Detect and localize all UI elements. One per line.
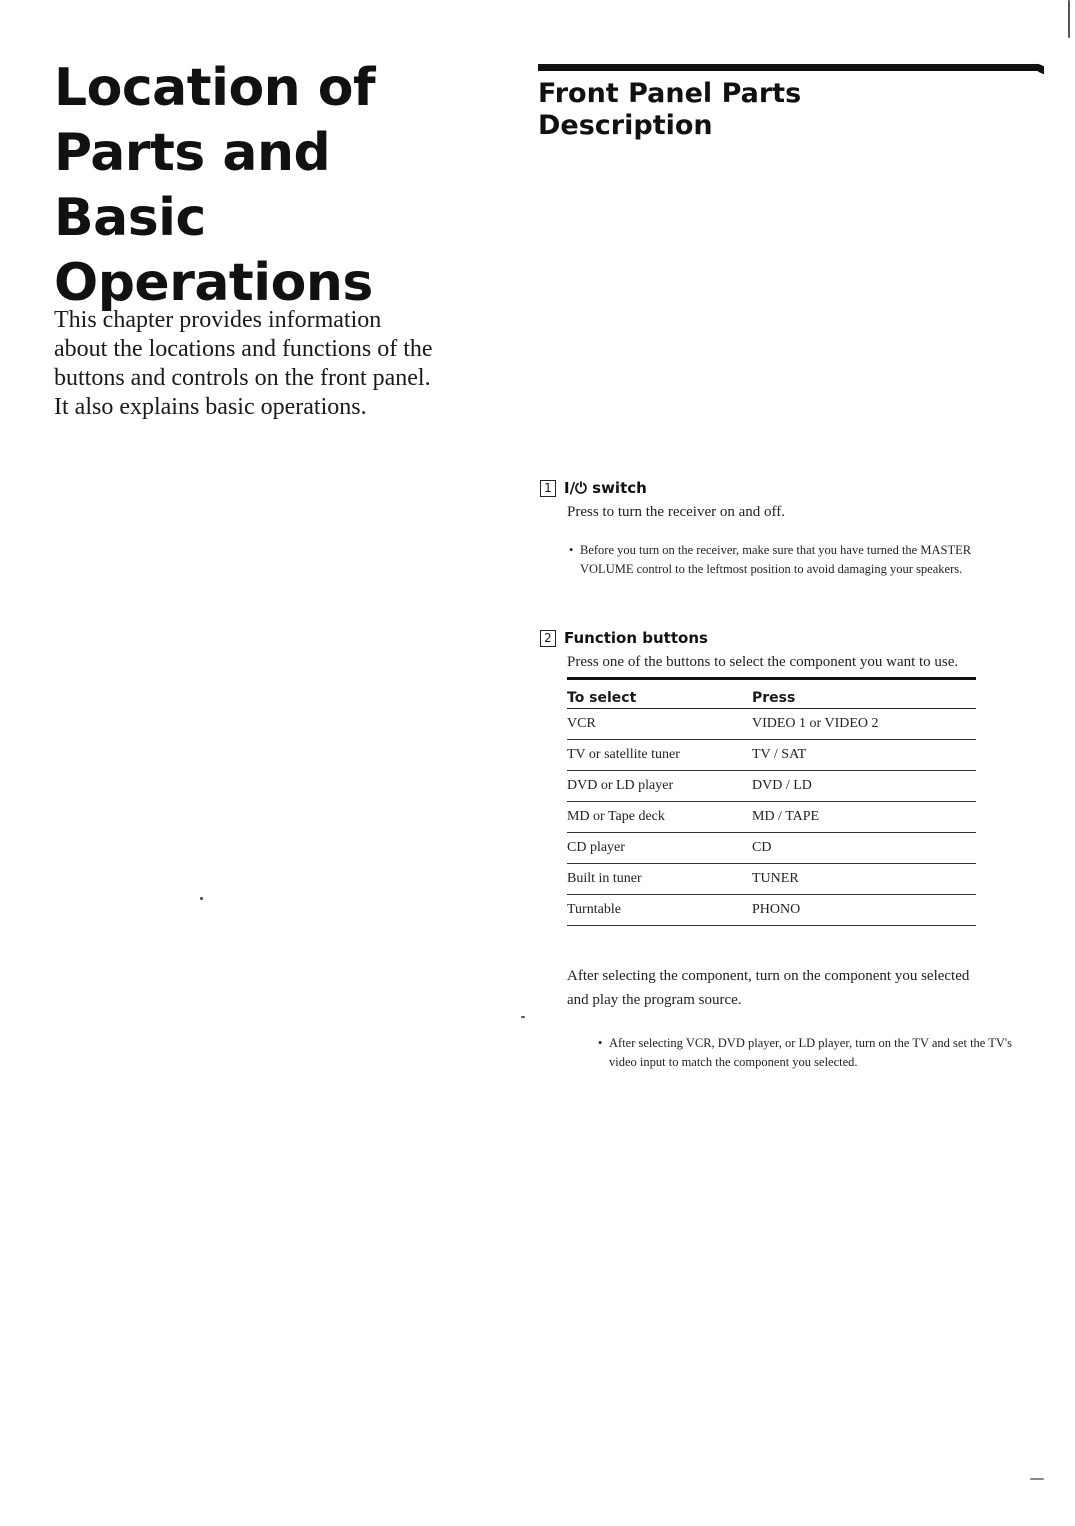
item-number-badge: 1 <box>540 480 556 497</box>
table-row <box>567 709 976 740</box>
table-row <box>567 833 976 864</box>
column-header-to-select: To select <box>567 679 752 709</box>
table-cell-button: MD / TAPE <box>752 802 976 833</box>
column-header-press: Press <box>752 679 976 709</box>
table-cell-component: VCR <box>567 709 752 740</box>
chapter-title-line-2: Parts and Basic <box>54 123 331 248</box>
table-cell-component: MD or Tape deck <box>567 802 752 833</box>
chapter-title <box>54 56 494 316</box>
scan-mark <box>1068 0 1070 38</box>
table-cell-button: DVD / LD <box>752 771 976 802</box>
power-switch-note-text: Before you turn on the receiver, make sure that you have turned the MASTER VOLUME control to the leftmost position to avoid damaging your speakers. <box>580 543 972 576</box>
chapter-title-line-1: Location of <box>54 58 376 118</box>
table-row <box>567 895 976 926</box>
section-title-line-2: Description <box>538 110 713 141</box>
after-selection-text: After selecting the component, turn on the component you selected and play the program source. <box>567 968 970 1008</box>
item-function-buttons <box>540 628 976 926</box>
table-row <box>567 864 976 895</box>
table-row <box>567 740 976 771</box>
video-input-note-text: After selecting VCR, DVD player, or LD player, turn on the TV and set the TV's video input to match the component you selected. <box>609 1036 1013 1069</box>
video-input-note <box>598 1034 1029 1072</box>
table-row <box>567 802 976 833</box>
table-cell-component: Turntable <box>567 895 752 926</box>
item-function-buttons-header <box>540 628 976 652</box>
item-power-switch-description: Press to turn the receiver on and off. <box>567 504 785 520</box>
item-number-badge: 2 <box>540 630 556 647</box>
section-header-rule <box>538 64 1038 71</box>
item-power-switch <box>540 478 976 579</box>
table-cell-component: TV or satellite tuner <box>567 740 752 771</box>
table-cell-component: Built in tuner <box>567 864 752 895</box>
table-row <box>567 771 976 802</box>
table-cell-component: CD player <box>567 833 752 864</box>
bullet-icon: • <box>569 543 574 557</box>
chapter-intro: This chapter provides information about the locations and functions of the buttons and controls on the front panel. It also explains basic operations. <box>54 307 433 420</box>
section-title-line-1: Front Panel Parts <box>538 78 802 109</box>
power-switch-note <box>569 541 976 579</box>
scan-speck <box>200 897 203 900</box>
item-power-switch-header <box>540 478 976 502</box>
table-cell-button: CD <box>752 833 976 864</box>
function-table-header-row <box>567 679 976 709</box>
item-function-buttons-title: Function buttons <box>564 629 708 647</box>
function-table <box>567 677 976 926</box>
table-cell-component: DVD or LD player <box>567 771 752 802</box>
section-title <box>538 78 978 142</box>
table-cell-button: VIDEO 1 or VIDEO 2 <box>752 709 976 740</box>
table-cell-button: TUNER <box>752 864 976 895</box>
chapter-title-line-3: Operations <box>54 253 373 313</box>
table-cell-button: TV / SAT <box>752 740 976 771</box>
scan-speck <box>1030 1478 1044 1480</box>
item-function-buttons-description: Press one of the buttons to select the component you want to use. <box>567 654 959 670</box>
table-cell-button: PHONO <box>752 895 976 926</box>
bullet-icon: • <box>598 1036 603 1050</box>
scan-speck <box>521 1016 525 1018</box>
item-power-switch-title: I/⏻ switch <box>564 479 647 497</box>
